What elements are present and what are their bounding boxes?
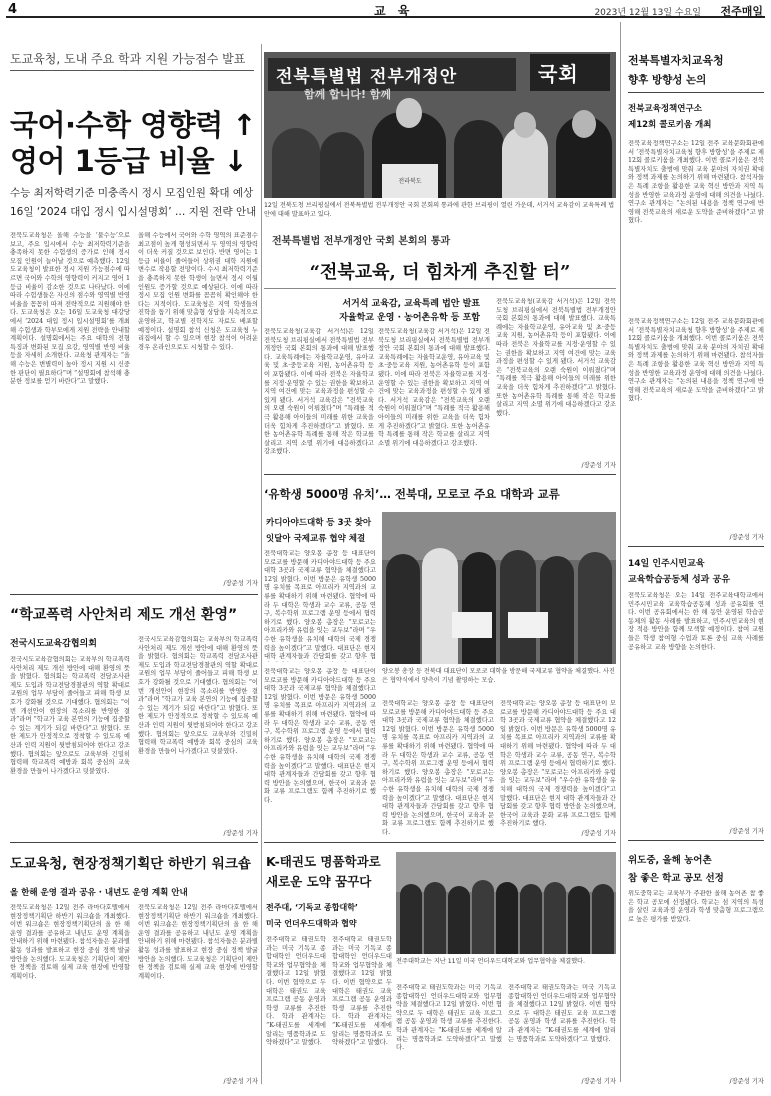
ktedu-headline-2: 새로운 도약 꿈꾸다	[266, 874, 372, 889]
ktedu-sub-1: 전주대, ‘기독교 종합대학’	[266, 903, 358, 912]
violence-byline: 전국시도교육감협의회	[10, 639, 97, 649]
workshop-headline: 도교육청, 현장정책기획단 하반기 워크숍	[10, 856, 251, 872]
person	[500, 550, 536, 664]
person	[572, 110, 596, 138]
photo-banner-right: 국회	[530, 54, 610, 91]
photo-background	[382, 512, 616, 560]
exchange-headline: ‘유학생 5000명 유치’… 전북대, 모로코 주요 대학과 교류	[264, 487, 560, 501]
person	[272, 128, 320, 198]
divider	[264, 474, 616, 475]
lead-signature: /장준성 기자	[223, 580, 258, 587]
feature-photo-caption: 12일 전북도청 브리핑실에서 전북특별법 전부개정안 국회 본회의 통과에 관한 브리핑이 열린 가운데, 서거석 교육감이 교육특례 법안에 대해 발표하고 있다.	[264, 202, 615, 218]
right-kicker-2: 14일 인주시민교육	[628, 559, 705, 569]
person	[578, 552, 612, 664]
lead-sub-2: 16일 ‘2024 대입 정시 입시설명회’ … 지원 전략 안내	[10, 206, 257, 218]
divider	[628, 546, 764, 547]
exchange-body-4: 전북대학교는 양오봉 총장 등 대표단이 모로코를 방문해 카디아야드대학 등 주요 대학 3곳과 국제교류 협약을 체결했다고 12일 밝혔다. 이번 방문은 유학생 5000명 유치를 목표로 아프리카 지역과의 교류를 확대하기 위해 마련됐다. 협약에 따라 두 대학은 학생과 교수 교류, 공동 연구, 복수학위 프로그램 운영 등에서 협력하기로 했다. 양오봉 총장은 “모로코는 아프리카와 유럽을 잇는 교두보”라며 “우수한 유학생을 유치해 대학의 국제 경쟁력을 높이겠다”고 말했다. 대표단은 현지 대학 관계자들과 간담회를 갖고 향후 협력 방안을 논의했으며, 한국어 교육과 문화 교류 프로그램도 함께 추진하기로 했다.	[500, 700, 616, 828]
right-sub-2: 제12회 콜로키움 개최	[628, 120, 712, 130]
feature-body-3: 전북도교육청(교육감 서거석)은 12일 전북도청 브리핑실에서 전북특별법 전부개정안 국회 본회의 통과에 대해 발표했다. 교육특례에는 자율학교운영, 유아교육 및 초·중등교육 지원, 농어촌유학 등이 포함됐다. 이에 따라 전북은 자율학교를 지정·운영할 수 있는 권한을 확보하고 지역 여건에 맞는 교육과정을 편성할 수 있게 됐다. 서거석 교육감은 “전북교육의 오랜 숙원이 이뤄졌다”며 “특례를 적극 활용해 아이들의 미래를 위한 교육을 더욱 힘차게 추진하겠다”고 밝혔다. 또한 농어촌유학 특례를 통해 작은 학교를 살리고 지역 소멸 위기에 대응하겠다고 강조했다.	[496, 298, 616, 417]
right-kicker: 전북특별자치교육청	[628, 54, 724, 67]
ktedu-sub-2: 미국 언더우드대학과 협약	[266, 919, 357, 928]
divider	[10, 594, 258, 595]
feature-kicker: 전북특별법 전부개정안 국회 본회의 통과	[272, 236, 451, 247]
lead-headline-1: 국어·수학 영향력 ↑	[10, 108, 257, 142]
right-body-4: 위도중학교는 교육부가 주관한 올해 농어촌 참 좋은 학교 공모에 선정됐다. 학교는 섬 지역의 특성을 살린 교육과정 운영과 학생 맞춤형 프로그램으로 높은 평가를 받았다.	[628, 890, 764, 923]
violence-body-2: 전국시도교육감협의회는 교육부의 학교폭력 사안처리 제도 개선 방안에 대해 환영의 뜻을 밝혔다. 협의회는 학교폭력 전담조사관 제도 도입과 학교전담경찰관의 역할 확대로 교원의 업무 부담이 줄어들고 피해 학생 보호가 강화될 것으로 기대했다. 협의회는 “이번 개선안이 현장의 목소리를 반영한 결과”라며 “학교가 교육 본연의 기능에 집중할 수 있는 계기가 되길 바란다”고 밝혔다. 또한 제도가 안정적으로 정착할 수 있도록 예산과 인력 지원이 뒷받침되어야 한다고 강조했다. 협의회는 앞으로도 교육부와 긴밀히 협력해 학교폭력 예방과 회복 중심의 교육 환경을 만들어 나가겠다고 덧붙였다.	[138, 636, 258, 755]
divider	[10, 842, 258, 843]
violence-signature: /장준성 기자	[223, 830, 258, 837]
feature-signature: /장준성 기자	[581, 462, 616, 469]
workshop-body-2: 전북도교육청은 12일 전주 라마다호텔에서 현장정책기획단 하반기 워크숍을 개최했다. 이번 워크숍은 현장정책기획단의 올 한 해 운영 결과를 공유하고 내년도 운영 계획을 안내하기 위해 마련됐다. 참석자들은 분과별 활동 성과를 발표하고 현장 중심 정책 발굴 방안을 논의했다. 도교육청은 기획단이 제안한 정책을 검토해 실제 교육 현장에 반영할 계획이다.	[138, 904, 258, 980]
agreement-document	[508, 612, 548, 638]
masthead	[6, 2, 765, 18]
person	[592, 884, 614, 954]
ktedu-photo-caption: 전주대학교는 지난 11일 미국 언더우드대학교와 업무협약을 체결했다.	[396, 958, 585, 965]
lead-body-2: 올해 수능에서 국어와 수학 영역의 표준점수 최고점이 높게 형성되면서 두 영역의 영향력이 더욱 커질 것으로 보인다. 반면 영어는 1등급 비율이 줄어들어 상위권 대학 지원에 변수로 작용할 전망이다. 수시 최저학력기준을 충족하지 못한 학생이 늘면서 정시 이월 인원도 증가할 것으로 예상된다. 이에 따라 정시 모집 인원 변화를 꼼꼼히 확인해야 한다는 지적이다. 도교육청은 지역 학생들의 진학을 돕기 위해 맞춤형 상담을 지속적으로 운영하고, 학교별 진학지도 자료도 배포할 예정이다. 설명회 참석 신청은 도교육청 누리집에서 할 수 있으며 현장 참석이 어려운 경우 온라인으로도 시청할 수 있다.	[138, 232, 258, 351]
workshop-signature: /장준성 기자	[223, 1078, 258, 1085]
person	[424, 882, 446, 954]
person	[422, 548, 458, 664]
feature-headline: “전북교육, 더 힘차게 추진할 터”	[309, 262, 571, 283]
right-body-3: 전북도교육청은 오는 14일 전주교육대학교에서 민주시민교육 교육학습공동체 성과 공유회를 연다. 이번 공유회에서는 한 해 동안 운영된 학습공동체의 활동 사례를 발표하고, 민주시민교육의 현장 적용 방안을 함께 모색할 예정이다. 참여 교원들은 학생 참여형 수업과 토론 중심 교육 사례를 공유하고 교육 방향을 논의한다.	[628, 592, 764, 651]
ktedu-group-photo	[396, 852, 616, 954]
ktedu-body-4: 전주대학교 태권도학과는 미국 기독교 종합대학인 언더우드대학교와 업무협약을 체결했다고 12일 밝혔다. 이번 협약으로 두 대학은 태권도 교육 프로그램 공동 운영과 학생 교류를 추진한다. 학과 관계자는 “K-태권도를 세계에 알리는 명품학과로 도약하겠다”고 말했다.	[508, 984, 616, 1043]
divider	[264, 842, 616, 843]
column-divider	[620, 22, 621, 1082]
exchange-sub-2: 잇달아 국제교류 협약 체결	[266, 534, 366, 544]
issue-date: 2023년 12월 13일 수요일	[594, 8, 701, 18]
person	[568, 886, 590, 954]
feature-sub-1: 서거석 교육감, 교육특례 법안 발표	[342, 299, 480, 309]
workshop-body: 전북도교육청은 12일 전주 라마다호텔에서 현장정책기획단 하반기 워크숍을 개최했다. 이번 워크숍은 현장정책기획단의 올 한 해 운영 결과를 공유하고 내년도 운영 계획을 안내하기 위해 마련됐다. 참석자들은 분과별 활동 성과를 발표하고 현장 중심 정책 발굴 방안을 논의했다. 도교육청은 기획단이 제안한 정책을 검토해 실제 교육 현장에 반영할 계획이다.	[10, 904, 130, 980]
lead-kicker: 도교육청, 도내 주요 학과 지원 가능점수 발표	[10, 50, 254, 71]
person	[400, 884, 422, 954]
press-briefing-photo	[264, 52, 616, 198]
divider	[628, 92, 764, 93]
violence-body: 전국시도교육감협의회는 교육부의 학교폭력 사안처리 제도 개선 방안에 대해 환영의 뜻을 밝혔다. 협의회는 학교폭력 전담조사관 제도 도입과 학교전담경찰관의 역할 확대로 교원의 업무 부담이 줄어들고 피해 학생 보호가 강화될 것으로 기대했다. 협의회는 “이번 개선안이 현장의 목소리를 반영한 결과”라며 “학교가 교육 본연의 기능에 집중할 수 있는 계기가 되길 바란다”고 밝혔다. 또한 제도가 안정적으로 정착할 수 있도록 예산과 인력 지원이 뒷받침되어야 한다고 강조했다. 협의회는 앞으로도 교육부와 긴밀히 협력해 학교폭력 예방과 회복 중심의 교육 환경을 만들어 나가겠다고 덧붙였다.	[10, 656, 130, 775]
ktedu-signature: /장준성 기자	[581, 1078, 616, 1085]
feature-body-2: 전북도교육청(교육감 서거석)은 12일 전북도청 브리핑실에서 전북특별법 전부개정안 국회 본회의 통과에 대해 발표했다. 교육특례에는 자율학교운영, 유아교육 및 초·중등교육 지원, 농어촌유학 등이 포함됐다. 이에 따라 전북은 자율학교를 지정·운영할 수 있는 권한을 확보하고 지역 여건에 맞는 교육과정을 편성할 수 있게 됐다. 서거석 교육감은 “전북교육의 오랜 숙원이 이뤄졌다”며 “특례를 적극 활용해 아이들의 미래를 위한 교육을 더욱 힘차게 추진하겠다”고 밝혔다. 또한 농어촌유학 특례를 통해 작은 학교를 살리고 지역 소멸 위기에 대응하겠다고 강조했다.	[378, 328, 490, 447]
person	[320, 132, 364, 198]
right-headline-3: 참 좋은 학교 공모 선정	[628, 873, 724, 884]
violence-headline: “학교폭력 사안처리 제도 개선 환영”	[10, 607, 238, 623]
right-headline-2: 교육학습공동체 성과 공유	[628, 575, 730, 585]
person	[386, 554, 420, 664]
photo-slogan: 함께 합니다! 함께	[304, 88, 392, 101]
lead-headline-2: 영어 1등급 비율 ↓	[10, 144, 248, 178]
person	[544, 882, 566, 954]
person	[448, 886, 470, 954]
exchange-signature: /장준성 기자	[581, 830, 616, 837]
column-divider	[261, 44, 262, 1084]
ktedu-body: 전주대학교 태권도학과는 미국 기독교 종합대학인 언더우드대학교와 업무협약을 체결했다고 12일 밝혔다. 이번 협약으로 두 대학은 태권도 교육 프로그램 공동 운영과 학생 교류를 추진한다. 학과 관계자는 “K-태권도를 세계에 알리는 명품학과로 도약하겠다”고 말했다.	[266, 936, 326, 1047]
lead-sub-1: 수능 최저학력기준 미충족시 정시 모집인원 확대 예상	[10, 187, 254, 199]
person	[396, 98, 422, 128]
right-signature: /장준성 기자	[729, 534, 764, 541]
person	[472, 880, 494, 954]
right-sub-1: 전북교육정책연구소	[628, 104, 702, 114]
exchange-sub-1: 카디아야드대학 등 3곳 찾아	[266, 518, 372, 528]
person	[454, 120, 504, 198]
podium	[382, 164, 438, 198]
divider	[628, 840, 764, 841]
exchange-photo	[382, 512, 616, 664]
feature-sub-2: 자율학교 운영 · 농어촌유학 등 포함	[339, 313, 480, 323]
right-body: 전북교육정책연구소는 12일 전주 교육문화회관에서 ‘전북특별자치교육청 향후 방향성’을 주제로 제12회 콜로키움을 개최했다. 이번 콜로키움은 전북특별자치도 출범에 맞춰 교육 분야의 자치권 확대와 정책 과제를 논의하기 위해 마련됐다. 참석자들은 특례 조항을 활용한 교육 혁신 방안과 지역 특성을 반영한 교육과정 운영에 대해 의견을 나눴다. 연구소 관계자는 “논의된 내용을 정책 연구에 반영해 전북교육의 새로운 도약을 준비하겠다”고 밝혔다.	[628, 140, 764, 225]
right-body-2: 전북교육정책연구소는 12일 전주 교육문화회관에서 ‘전북특별자치교육청 향후 방향성’을 주제로 제12회 콜로키움을 개최했다. 이번 콜로키움은 전북특별자치도 출범에 맞춰 교육 분야의 자치권 확대와 정책 과제를 논의하기 위해 마련됐다. 참석자들은 특례 조항을 활용한 교육 혁신 방안과 지역 특성을 반영한 교육과정 운영에 대해 의견을 나눴다. 연구소 관계자는 “논의된 내용을 정책 연구에 반영해 전북교육의 새로운 도약을 준비하겠다”고 밝혔다.	[628, 318, 764, 403]
right-headline: 향후 방향성 논의	[628, 74, 707, 86]
agreement-document	[452, 612, 492, 638]
person	[540, 556, 574, 664]
exchange-body-3: 전북대학교는 양오봉 총장 등 대표단이 모로코를 방문해 카디아야드대학 등 주요 대학 3곳과 국제교류 협약을 체결했다고 12일 밝혔다. 이번 방문은 유학생 5000명 유치를 목표로 아프리카 지역과의 교류를 확대하기 위해 마련됐다. 협약에 따라 두 대학은 학생과 교수 교류, 공동 연구, 복수학위 프로그램 운영 등에서 협력하기로 했다. 양오봉 총장은 “모로코는 아프리카와 유럽을 잇는 교두보”라며 “우수한 유학생을 유치해 대학의 국제 경쟁력을 높이겠다”고 말했다. 대표단은 현지 대학 관계자들과 간담회를 갖고 향후 협력 방안을 논의했으며, 한국어 교육과 문화 교류 프로그램도 함께 추진하기로 했다.	[382, 700, 494, 836]
person	[496, 882, 518, 954]
feature-body: 전북도교육청(교육감 서거석)은 12일 전북도청 브리핑실에서 전북특별법 전부개정안 국회 본회의 통과에 대해 발표했다. 교육특례에는 자율학교운영, 유아교육 및 초·중등교육 지원, 농어촌유학 등이 포함됐다. 이에 따라 전북은 자율학교를 지정·운영할 수 있는 권한을 확보하고 지역 여건에 맞는 교육과정을 편성할 수 있게 됐다. 서거석 교육감은 “전북교육의 오랜 숙원이 이뤄졌다”며 “특례를 적극 활용해 아이들의 미래를 위한 교육을 더욱 힘차게 추진하겠다”고 밝혔다. 또한 농어촌유학 특례를 통해 작은 학교를 살리고 지역 소멸 위기에 대응하겠다고 강조했다.	[264, 328, 374, 456]
section-name: 교 육	[374, 4, 414, 18]
exchange-photo-caption: 양오봉 총장 등 전북대 대표단이 모로코 대학을 방문해 국제교류 협약을 체결했다. 사진은 협약식에서 양측이 기념 촬영하는 모습.	[382, 668, 615, 684]
lead-body: 전북도교육청은 올해 수능을 ‘불수능’으로 보고, 주요 입시에서 수능 최저학력기준을 충족하지 못한 수험생의 증가로 인해 정시 모집 인원이 늘어날 것으로 예측했다. 12일 도교육청이 발표한 정시 지원 가능점수에 따르면 국어와 수학의 영향력이 커지고 영어 1등급 비율이 감소한 것으로 나타났다. 이에 따라 수험생들은 자신의 점수와 영역별 반영 비율을 꼼꼼히 따져 전략적으로 지원해야 한다. 도교육청은 오는 16일 도교육청 대강당에서 ‘2024 대입 정시 입시설명회’를 개최해 수험생과 학부모에게 지원 전략을 안내할 계획이다. 설명회에서는 주요 대학의 전형 특징과 변화된 모집 요강, 영역별 반영 비율 등을 자세히 소개한다. 교육청 관계자는 “올해 수능은 변별력이 높아 정시 지원 시 신중한 판단이 필요하다”며 “설명회에 참석해 충분한 정보를 얻기 바란다”고 말했다.	[10, 232, 130, 386]
exchange-body: 전북대학교는 양오봉 총장 등 대표단이 모로코를 방문해 카디아야드대학 등 주요 대학 3곳과 국제교류 협약을 체결했다고 12일 밝혔다. 이번 방문은 유학생 5000명 유치를 목표로 아프리카 지역과의 교류를 확대하기 위해 마련됐다. 협약에 따라 두 대학은 학생과 교수 교류, 공동 연구, 복수학위 프로그램 운영 등에서 협력하기로 했다. 양오봉 총장은 “모로코는 아프리카와 유럽을 잇는 교두보”라며 “우수한 유학생을 유치해 대학의 국제 경쟁력을 높이겠다”고 말했다. 대표단은 현지 대학 관계자들과 간담회를 갖고 향후 협	[264, 550, 376, 661]
photo-banner: 전북특별법 전부개정안	[268, 58, 516, 91]
paper-name: 전주매일	[720, 5, 763, 18]
right-signature-2: /장준성 기자	[729, 828, 764, 835]
ktedu-headline-1: K-태권도 명품학과로	[266, 854, 381, 869]
ktedu-body-2: 전주대학교 태권도학과는 미국 기독교 종합대학인 언더우드대학교와 업무협약을 체결했다고 12일 밝혔다. 이번 협약으로 두 대학은 태권도 교육 프로그램 공동 운영과 학생 교류를 추진한다. 학과 관계자는 “K-태권도를 세계에 알리는 명품학과로 도약하겠다”고 말했다.	[332, 936, 392, 1047]
exchange-body-2: 전북대학교는 양오봉 총장 등 대표단이 모로코를 방문해 카디아야드대학 등 주요 대학 3곳과 국제교류 협약을 체결했다고 12일 밝혔다. 이번 방문은 유학생 5000명 유치를 목표로 아프리카 지역과의 교류를 확대하기 위해 마련됐다. 협약에 따라 두 대학은 학생과 교수 교류, 공동 연구, 복수학위 프로그램 운영 등에서 협력하기로 했다. 양오봉 총장은 “모로코는 아프리카와 유럽을 잇는 교두보”라며 “우수한 유학생을 유치해 대학의 국제 경쟁력을 높이겠다”고 말했다. 대표단은 현지 대학 관계자들과 간담회를 갖고 향후 협력 방안을 논의했으며, 한국어 교육과 문화 교류 프로그램도 함께 추진하기로 했다.	[264, 668, 376, 804]
person	[520, 884, 542, 954]
workshop-sub: 올 한해 운영 결과 공유 · 내년도 운영 계획 안내	[10, 888, 188, 898]
page-number: 4	[8, 2, 18, 17]
podium-label: 전라북도	[398, 178, 422, 185]
ktedu-body-3: 전주대학교 태권도학과는 미국 기독교 종합대학인 언더우드대학교와 업무협약을 체결했다고 12일 밝혔다. 이번 협약으로 두 대학은 태권도 교육 프로그램 공동 운영과 학생 교류를 추진한다. 학과 관계자는 “K-태권도를 세계에 알리는 명품학과로 도약하겠다”고 말했다.	[396, 984, 502, 1052]
divider	[264, 288, 616, 289]
person	[514, 112, 536, 138]
person	[462, 552, 496, 664]
right-kicker-3: 위도중, 올해 농어촌	[628, 855, 712, 866]
right-signature-3: /장준성 기자	[729, 1078, 764, 1085]
